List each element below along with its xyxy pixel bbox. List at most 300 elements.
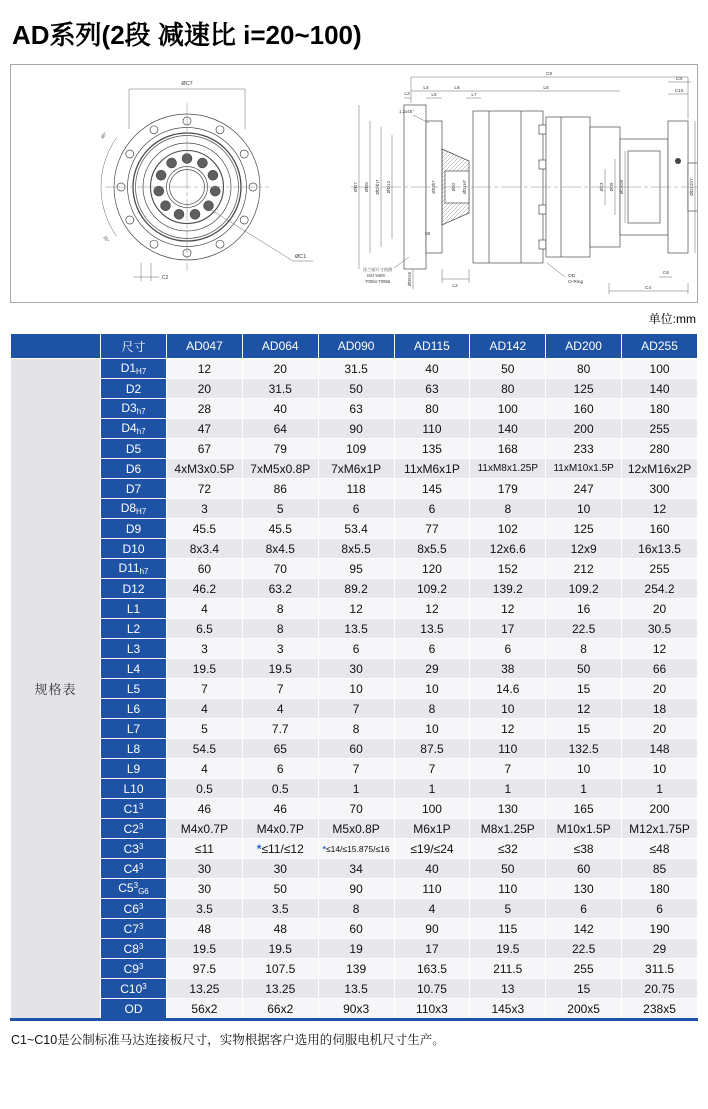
spec-cell: 7: [242, 679, 318, 699]
spec-cell: 90: [394, 919, 470, 939]
spec-cell: 6: [470, 639, 546, 659]
spec-cell: 6: [622, 899, 698, 919]
spec-cell: 280: [622, 439, 698, 459]
spec-cell: 85: [622, 859, 698, 879]
spec-cell: 56x2: [167, 999, 243, 1020]
table-row: [11, 599, 698, 619]
table-row: [11, 579, 698, 599]
spec-cell: 4: [242, 699, 318, 719]
spec-cell: 10: [318, 679, 394, 699]
dim-label-d7: ØD7: [354, 182, 359, 192]
header-spacer: [11, 334, 101, 359]
spec-cell: 1: [546, 779, 622, 799]
spec-cell: 48: [167, 919, 243, 939]
spec-cell: 115: [470, 919, 546, 939]
spec-cell: 28: [167, 399, 243, 419]
spec-cell: 65: [242, 739, 318, 759]
spec-cell: 86: [242, 479, 318, 499]
spec-cell: 148: [622, 739, 698, 759]
spec-cell: 180: [622, 879, 698, 899]
row-label: $D11_{h7}$: [101, 559, 167, 579]
spec-cell: 50: [470, 359, 546, 379]
spec-cell: 46: [242, 799, 318, 819]
spec-cell: 20: [167, 379, 243, 399]
spec-cell: 8x5.5: [394, 539, 470, 559]
spec-cell: 163.5: [394, 959, 470, 979]
column-header: AD047: [167, 334, 243, 359]
spec-cell: 130: [546, 879, 622, 899]
page: [0, 18, 708, 1048]
spec-cell: 95: [318, 559, 394, 579]
row-label: $D4_{h7}$: [101, 419, 167, 439]
dim-label-l7: L7: [471, 93, 477, 98]
spec-cell: 12: [470, 599, 546, 619]
row-label: $D3_{h7}$: [101, 399, 167, 419]
spec-cell: 300: [622, 479, 698, 499]
dim-label-angle-lower: 15°: [102, 234, 111, 244]
spec-cell: 63: [318, 399, 394, 419]
spec-cell: 8: [394, 699, 470, 719]
spec-cell: 47: [167, 419, 243, 439]
spec-cell: 3.5: [167, 899, 243, 919]
spec-cell: 7: [470, 759, 546, 779]
table-side-label: 规格表: [11, 359, 101, 1020]
spec-cell: 1: [318, 779, 394, 799]
row-label: $C1^3$: [101, 799, 167, 819]
spec-cell: 80: [546, 359, 622, 379]
spec-cell: 10: [394, 719, 470, 739]
spec-cell: 200: [622, 799, 698, 819]
column-header: AD255: [622, 334, 698, 359]
spec-cell: 109.2: [546, 579, 622, 599]
spec-cell: 11xM6x1P: [394, 459, 470, 479]
table-row: [11, 899, 698, 919]
column-header: AD090: [318, 334, 394, 359]
spec-cell: M5x0.8P: [318, 819, 394, 839]
spec-cell: 125: [546, 379, 622, 399]
spec-cell: 70: [318, 799, 394, 819]
spec-cell: 247: [546, 479, 622, 499]
table-row: [11, 559, 698, 579]
spec-cell: 152: [470, 559, 546, 579]
spec-cell: 80: [394, 399, 470, 419]
spec-cell: 4: [167, 759, 243, 779]
spec-cell: 8: [318, 899, 394, 919]
dim-label-angle-upper: 45°: [99, 131, 108, 140]
row-label: L8: [101, 739, 167, 759]
spec-cell: 54.5: [167, 739, 243, 759]
row-label: L2: [101, 619, 167, 639]
spec-cell: 254.2: [622, 579, 698, 599]
spec-cell: 15: [546, 719, 622, 739]
spec-cell: 53.4: [318, 519, 394, 539]
table-row: [11, 979, 698, 999]
spec-cell: M12x1.75P: [622, 819, 698, 839]
spec-cell: 70: [242, 559, 318, 579]
column-header: AD115: [394, 334, 470, 359]
spec-cell: 31.5: [242, 379, 318, 399]
spec-cell: 40: [394, 859, 470, 879]
spec-cell: 12: [546, 699, 622, 719]
table-row: [11, 939, 698, 959]
spec-cell: 31.5: [318, 359, 394, 379]
table-row: [11, 499, 698, 519]
spec-cell: 8: [242, 599, 318, 619]
spec-cell: 30: [167, 859, 243, 879]
spec-cell: 4: [394, 899, 470, 919]
spec-cell: 7: [394, 759, 470, 779]
table-row: [11, 719, 698, 739]
spec-cell: 0.5: [242, 779, 318, 799]
spec-cell: 64: [242, 419, 318, 439]
spec-cell: 110: [394, 419, 470, 439]
spec-cell: 45.5: [242, 519, 318, 539]
spec-cell: 11xM8x1.25P: [470, 459, 546, 479]
row-label: D9: [101, 519, 167, 539]
spec-cell: 15: [546, 679, 622, 699]
spec-cell: 8x3.4: [167, 539, 243, 559]
spec-cell: 110: [470, 739, 546, 759]
column-header: AD142: [470, 334, 546, 359]
spec-cell: M10x1.5P: [546, 819, 622, 839]
table-row: [11, 539, 698, 559]
spec-cell: 160: [622, 519, 698, 539]
unit-label: 单位:mm: [648, 312, 696, 326]
spec-cell: 6: [242, 759, 318, 779]
spec-cell: 7xM5x0.8P: [242, 459, 318, 479]
spec-cell: 40: [394, 359, 470, 379]
spec-cell: 6: [546, 899, 622, 919]
table-row: [11, 959, 698, 979]
dim-label-c9: C9: [545, 72, 553, 77]
table-row: [11, 779, 698, 799]
spec-cell: 14.6: [470, 679, 546, 699]
spec-cell: 7: [318, 699, 394, 719]
spec-cell: 139.2: [470, 579, 546, 599]
row-label: $C8^3$: [101, 939, 167, 959]
spec-cell: 60: [318, 739, 394, 759]
spec-cell: 79: [242, 439, 318, 459]
row-label: L1: [101, 599, 167, 619]
spec-cell: 142: [546, 919, 622, 939]
spec-cell: 12: [167, 359, 243, 379]
spec-cell: M4x0.7P: [242, 819, 318, 839]
spec-cell: 8x5.5: [318, 539, 394, 559]
spec-cell: 168: [470, 439, 546, 459]
spec-cell: 46: [167, 799, 243, 819]
row-label: $C4^3$: [101, 859, 167, 879]
spec-cell: 12xM16x2P: [622, 459, 698, 479]
spec-cell: 29: [394, 659, 470, 679]
spec-cell: 7xM6x1P: [318, 459, 394, 479]
dim-label-d9: ØD9: [609, 182, 614, 192]
spec-cell: 13: [470, 979, 546, 999]
dim-label-d1: ØD1H7: [462, 180, 467, 194]
spec-cell: 160: [546, 399, 622, 419]
spec-cell: 12x6.6: [470, 539, 546, 559]
table-row: [11, 359, 698, 379]
spec-cell: 132.5: [546, 739, 622, 759]
spec-cell: 13.5: [318, 619, 394, 639]
spec-cell: 190: [622, 919, 698, 939]
row-label: $C3^3$: [101, 839, 167, 859]
table-row: [11, 619, 698, 639]
spec-cell: 6: [318, 639, 394, 659]
spec-cell: 89.2: [318, 579, 394, 599]
table-row: [11, 439, 698, 459]
table-row: [11, 799, 698, 819]
column-header: 尺寸: [101, 334, 167, 359]
spec-cell: 100: [622, 359, 698, 379]
spec-cell: 30.5: [622, 619, 698, 639]
spec-cell: 29: [622, 939, 698, 959]
dim-label-c8: C8: [675, 77, 683, 82]
spec-cell: ≤38: [546, 839, 622, 859]
spec-cell: 5: [242, 499, 318, 519]
dim-label-l3: L3: [404, 92, 410, 97]
dim-label-d11: ØD11h7: [690, 178, 695, 196]
spec-cell: 50: [470, 859, 546, 879]
iso-note-line3: T0054-T0955: [365, 279, 391, 284]
table-row: [11, 479, 698, 499]
spec-cell: 8: [318, 719, 394, 739]
row-label: L5: [101, 679, 167, 699]
spec-cell: 19.5: [470, 939, 546, 959]
spec-cell: 130: [470, 799, 546, 819]
spec-cell: 11xM10x1.5P: [546, 459, 622, 479]
spec-cell: 38: [470, 659, 546, 679]
spec-cell: 80: [470, 379, 546, 399]
dim-label-d4: ØD4h7: [376, 179, 381, 195]
dim-label-chamfer: 1.2x45°: [399, 109, 414, 114]
spec-cell: 200: [546, 419, 622, 439]
spec-cell: 120: [394, 559, 470, 579]
spec-cell: 12: [622, 639, 698, 659]
table-row: [11, 679, 698, 699]
spec-cell: 87.5: [394, 739, 470, 759]
dim-label-d2: ØD2: [451, 182, 456, 192]
row-label: D2: [101, 379, 167, 399]
spec-cell: 22.5: [546, 619, 622, 639]
spec-cell: 97.5: [167, 959, 243, 979]
spec-cell: 238x5: [622, 999, 698, 1020]
row-label: D5: [101, 439, 167, 459]
spec-cell: 63: [394, 379, 470, 399]
spec-cell: 7.7: [242, 719, 318, 739]
dim-label-l8: L8: [543, 86, 549, 91]
spec-cell: 255: [622, 559, 698, 579]
table-row: [11, 699, 698, 719]
table-row: [11, 919, 698, 939]
spec-cell: 135: [394, 439, 470, 459]
spec-cell: 90: [318, 879, 394, 899]
spec-cell: 233: [546, 439, 622, 459]
spec-cell: M6x1P: [394, 819, 470, 839]
spec-cell: 16x13.5: [622, 539, 698, 559]
iso-note-line2: ISO 9409: [367, 273, 385, 278]
spec-cell: 6.5: [167, 619, 243, 639]
row-label: L7: [101, 719, 167, 739]
spec-cell: 311.5: [622, 959, 698, 979]
dim-label-d3: ØD3h7: [431, 180, 436, 194]
spec-cell: 63.2: [242, 579, 318, 599]
spec-cell: 1: [394, 779, 470, 799]
row-label: $C9^3$: [101, 959, 167, 979]
spec-cell: 12: [394, 599, 470, 619]
spec-cell: 45.5: [167, 519, 243, 539]
spec-cell: 125: [546, 519, 622, 539]
spec-cell: 20: [622, 599, 698, 619]
spec-cell: 145x3: [470, 999, 546, 1020]
row-label: $D8_{H7}$: [101, 499, 167, 519]
spec-cell: 110: [470, 879, 546, 899]
spec-cell: ≤19/≤24: [394, 839, 470, 859]
spec-cell: 4: [167, 699, 243, 719]
spec-cell: 46.2: [167, 579, 243, 599]
spec-cell: 7: [167, 679, 243, 699]
spec-cell: 66: [622, 659, 698, 679]
spec-cell: 13.25: [242, 979, 318, 999]
table-row: [11, 999, 698, 1020]
row-label: $C10^3$: [101, 979, 167, 999]
spec-cell: 8: [546, 639, 622, 659]
spec-cell: 19.5: [242, 659, 318, 679]
dim-label-d8: D8: [425, 231, 431, 236]
row-label: D6: [101, 459, 167, 479]
spec-cell: *≤14/≤15.875/≤16: [318, 839, 394, 859]
spec-cell: 20.75: [622, 979, 698, 999]
spec-cell: 19.5: [167, 659, 243, 679]
spec-cell: ≤48: [622, 839, 698, 859]
row-label: OD: [101, 999, 167, 1020]
table-row: [11, 419, 698, 439]
column-header: AD064: [242, 334, 318, 359]
spec-cell: 13.5: [394, 619, 470, 639]
table-row: [11, 839, 698, 859]
spec-cell: 6: [394, 499, 470, 519]
spec-cell: 3: [167, 639, 243, 659]
spec-cell: 16: [546, 599, 622, 619]
cad-drawing: [11, 65, 697, 300]
column-header: AD200: [546, 334, 622, 359]
spec-cell: 212: [546, 559, 622, 579]
spec-cell: 17: [470, 619, 546, 639]
front-view: [101, 103, 269, 271]
spec-cell: 255: [546, 959, 622, 979]
spec-cell: 100: [470, 399, 546, 419]
row-label: L6: [101, 699, 167, 719]
spec-cell: 109: [318, 439, 394, 459]
spec-cell: 77: [394, 519, 470, 539]
spec-cell: 109.2: [394, 579, 470, 599]
spec-cell: 50: [318, 379, 394, 399]
row-label: D10: [101, 539, 167, 559]
spec-cell: 10: [546, 759, 622, 779]
spec-cell: 12: [622, 499, 698, 519]
spec-cell: 20: [622, 679, 698, 699]
dim-label-c3: ØC3: [599, 182, 604, 192]
spec-cell: 66x2: [242, 999, 318, 1020]
dim-label-d12: ØD12: [387, 180, 392, 194]
spec-cell: 60: [318, 919, 394, 939]
spec-cell: 3: [167, 499, 243, 519]
table-row: [11, 659, 698, 679]
dim-label-oc1: ØC1: [295, 254, 307, 260]
row-label: D12: [101, 579, 167, 599]
dim-label-c2: C2: [162, 275, 169, 281]
spec-cell: 19.5: [167, 939, 243, 959]
table-row: [11, 759, 698, 779]
dim-label-c5: ØC5G6: [619, 179, 624, 195]
spec-cell: 6: [318, 499, 394, 519]
table-row: [11, 459, 698, 479]
row-label: $C5^3_{G6}$: [101, 879, 167, 899]
spec-cell: 40: [242, 399, 318, 419]
spec-cell: *≤11/≤12: [242, 839, 318, 859]
side-view: [351, 105, 697, 269]
spec-cell: 255: [622, 419, 698, 439]
spec-cell: 1: [470, 779, 546, 799]
footnote: C1~C10是公制标准马达连接板尺寸，实物根据客户选用的伺服电机尺寸生产。: [11, 1033, 445, 1047]
table-row: [11, 399, 698, 419]
spec-cell: 90: [318, 419, 394, 439]
spec-cell: 19.5: [242, 939, 318, 959]
spec-cell: 211.5: [470, 959, 546, 979]
spec-cell: 140: [470, 419, 546, 439]
table-row: [11, 879, 698, 899]
spec-cell: 5: [167, 719, 243, 739]
dim-label-c10: C10: [674, 89, 684, 94]
spec-cell: 5: [470, 899, 546, 919]
dim-label-l5: L5: [431, 93, 437, 98]
dim-label-d5: ØD5: [365, 182, 370, 192]
spec-cell: 8x4.5: [242, 539, 318, 559]
spec-cell: 0.5: [167, 779, 243, 799]
dim-label-c6: C6: [662, 271, 670, 276]
spec-cell: 102: [470, 519, 546, 539]
table-row: [11, 819, 698, 839]
spec-cell: M8x1.25P: [470, 819, 546, 839]
spec-cell: 118: [318, 479, 394, 499]
spec-cell: M4x0.7P: [167, 819, 243, 839]
spec-cell: ≤32: [470, 839, 546, 859]
page-title: AD系列(2段 减速比 i=20~100): [12, 20, 362, 50]
dim-label-d5g6: ØD5G6: [407, 271, 412, 287]
table-row: [11, 739, 698, 759]
spec-cell: 200x5: [546, 999, 622, 1020]
spec-cell: 90x3: [318, 999, 394, 1020]
spec-cell: 50: [242, 879, 318, 899]
row-label: L9: [101, 759, 167, 779]
row-label: L3: [101, 639, 167, 659]
dim-label-front-diameter: ØC7: [181, 81, 193, 87]
spec-cell: 145: [394, 479, 470, 499]
spec-cell: 3: [242, 639, 318, 659]
spec-cell: 8: [242, 619, 318, 639]
spec-cell: 17: [394, 939, 470, 959]
spec-cell: 165: [546, 799, 622, 819]
spec-cell: 30: [242, 859, 318, 879]
table-row: [11, 859, 698, 879]
spec-cell: 8: [470, 499, 546, 519]
spec-cell: 34: [318, 859, 394, 879]
dim-label-l2: L2: [452, 284, 458, 289]
spec-cell: 10.75: [394, 979, 470, 999]
dim-label-c4: C4: [644, 286, 652, 291]
spec-cell: 140: [622, 379, 698, 399]
row-label: L4: [101, 659, 167, 679]
spec-cell: 30: [318, 659, 394, 679]
